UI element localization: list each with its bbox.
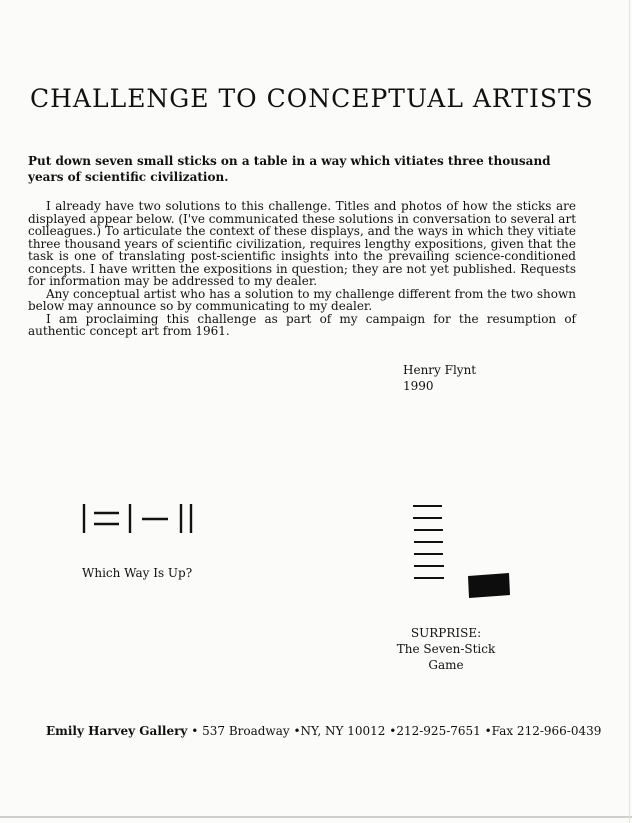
solution-subtitle: The Seven-Stick Game [396,642,496,672]
gallery-address: • 537 Broadway •NY, NY 10012 •212-925-7651 •Fax 212-966-0439 [191,724,602,738]
signature [403,362,476,394]
page-edge-bottom [0,816,632,818]
paragraph: I already have two solutions to this challenge. Titles and photos of how the sticks are displayed appear below. (I've communicated these solutions in conversation to several art colleagues.) To articulate the context of these displays, and the ways in which they vitiate three thousand years of scientific civilization, requires lengthy expositions, given that the task is one of translating post-scientific insights into the prevailing science-conditioned concepts. I have written the expositions in question; they are not yet published. Requests for information may be addressed to my dealer. [28,199,577,288]
signature-year: 1990 [403,379,434,393]
sticks-photo-surprise [408,500,518,610]
sticks-photo-which-way-is-up [78,500,208,536]
page-edge-right [629,0,630,823]
solution-title-line: SURPRISE: [410,626,482,640]
body-text [28,200,576,338]
paragraph: I am proclaiming this challenge as part of my campaign for the resumption of authentic concept art from 1961. [28,311,576,338]
gallery-name: Emily Harvey Gallery [46,724,188,738]
page-title: CHALLENGE TO CONCEPTUAL ARTISTS [30,84,594,113]
challenge-statement: Put down seven small sticks on a table in a way which vitiates three thousand years of scientific civilization. [28,154,551,184]
solution-title-surprise [378,625,514,673]
black-box [468,573,510,598]
gallery-footer [46,724,601,738]
paragraph: Any conceptual artist who has a solution to my challenge different from the two shown below may announce so by communicating to my dealer. [28,286,576,313]
solution-title-which-way-is-up: Which Way Is Up? [82,566,193,580]
signature-name: Henry Flynt [403,363,477,377]
